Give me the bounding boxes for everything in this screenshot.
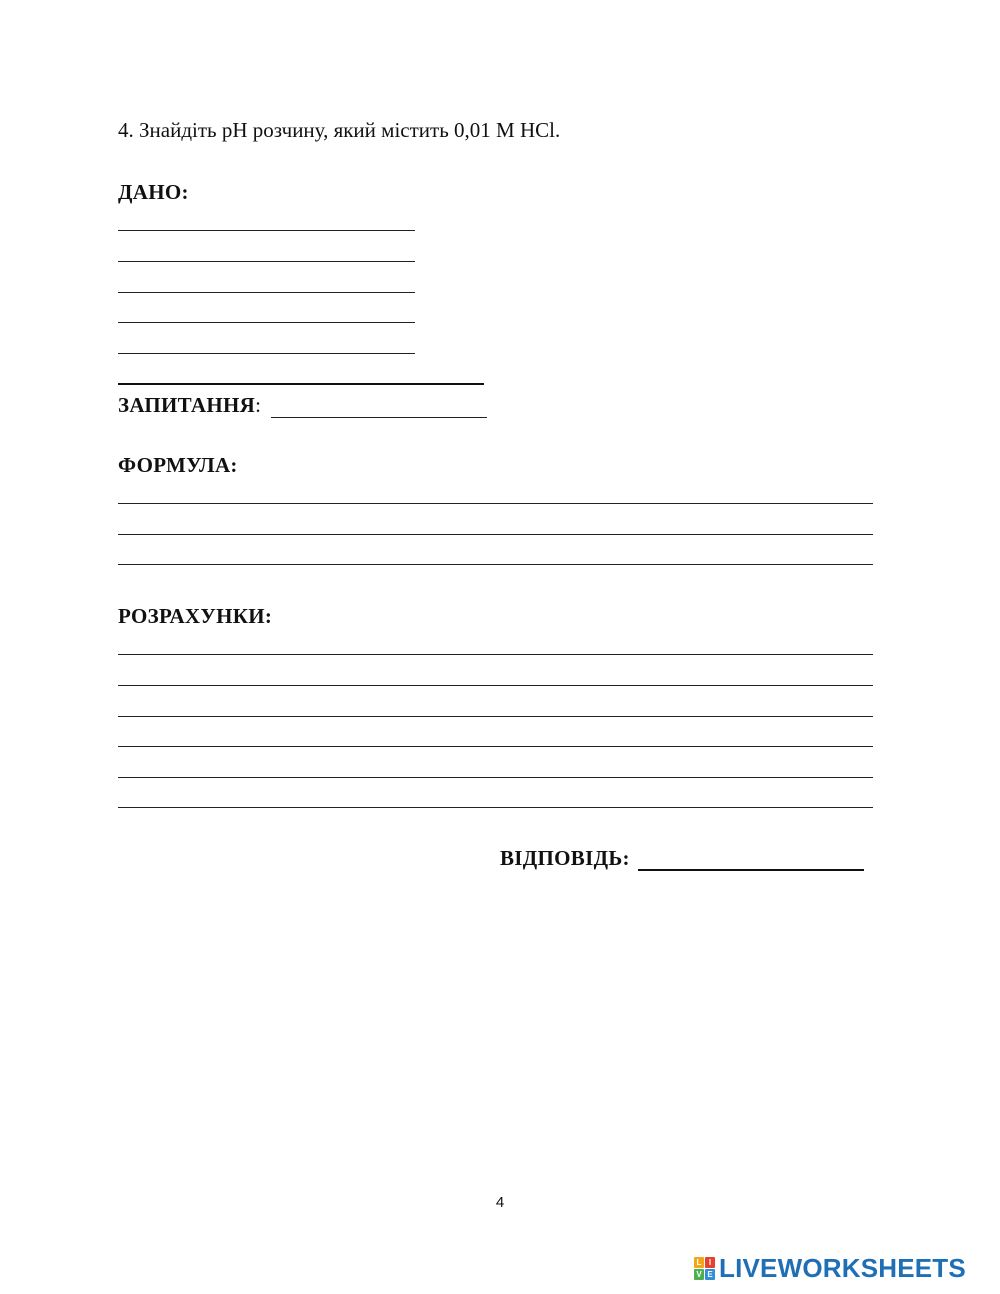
calculations-line-3[interactable] bbox=[118, 716, 873, 717]
given-heading: ДАНО: bbox=[118, 180, 189, 204]
formula-line-3[interactable] bbox=[118, 564, 873, 565]
task-statement: 4. Знайдіть pH розчину, який містить 0,01 M HCl. bbox=[118, 118, 561, 142]
formula-line-1[interactable] bbox=[118, 503, 873, 504]
given-line-4[interactable] bbox=[118, 322, 415, 323]
calculations-heading: РОЗРАХУНКИ: bbox=[118, 604, 273, 628]
logo-mark-icon bbox=[694, 1257, 715, 1280]
question-answer-blank[interactable] bbox=[271, 399, 487, 418]
logo-letter-i: I bbox=[705, 1257, 715, 1268]
question-row bbox=[118, 393, 487, 418]
answer-row bbox=[500, 846, 864, 871]
question-label: ЗАПИТАННЯ bbox=[118, 393, 256, 417]
logo-text: LIVEWORKSHEETS bbox=[719, 1253, 966, 1283]
given-line-5[interactable] bbox=[118, 353, 415, 354]
liveworksheets-logo bbox=[694, 1253, 966, 1284]
question-colon: : bbox=[255, 393, 261, 417]
answer-blank[interactable] bbox=[638, 851, 864, 871]
given-divider bbox=[118, 383, 484, 385]
logo-letter-e: E bbox=[705, 1269, 715, 1280]
logo-letter-v: V bbox=[694, 1269, 704, 1280]
calculations-line-2[interactable] bbox=[118, 685, 873, 686]
logo-letter-l: L bbox=[694, 1257, 704, 1268]
answer-label: ВІДПОВІДЬ: bbox=[500, 846, 630, 870]
formula-heading: ФОРМУЛА: bbox=[118, 453, 238, 477]
calculations-line-4[interactable] bbox=[118, 746, 873, 747]
calculations-line-6[interactable] bbox=[118, 807, 873, 808]
page-number: 4 bbox=[495, 1194, 505, 1211]
calculations-line-5[interactable] bbox=[118, 777, 873, 778]
given-line-1[interactable] bbox=[118, 230, 415, 231]
calculations-line-1[interactable] bbox=[118, 654, 873, 655]
given-line-3[interactable] bbox=[118, 292, 415, 293]
given-line-2[interactable] bbox=[118, 261, 415, 262]
formula-line-2[interactable] bbox=[118, 534, 873, 535]
